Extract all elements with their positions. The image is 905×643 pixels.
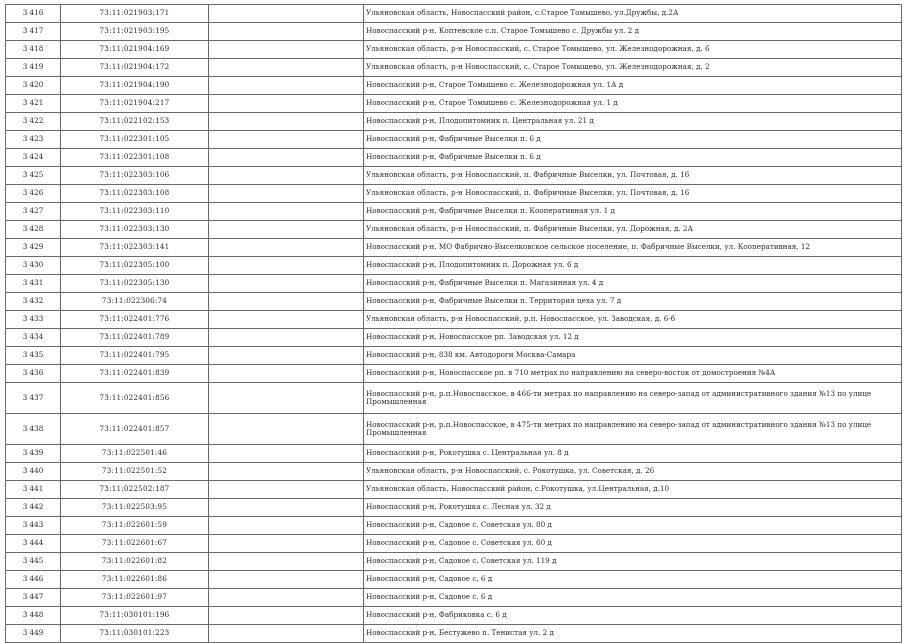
cadastral-number-cell: 73:11:022301:108 (61, 149, 209, 167)
address-cell: Новоспасский р-н, Плодопитомник п. Центральная ул. 21 д (364, 113, 902, 131)
empty-cell (209, 445, 364, 463)
address-cell: Ульяновская область, р-н Новоспасский, с. Старое Томышево, ул. Железнодорожная, д. 2 (364, 59, 902, 77)
table-row (6, 365, 902, 383)
cadastral-number-cell: 73:11:022303:106 (61, 167, 209, 185)
cadastral-number-cell: 73:11:022502:187 (61, 481, 209, 499)
row-number-cell: 3 448 (6, 607, 61, 625)
empty-cell (209, 589, 364, 607)
address-cell: Новоспасский р-н, Коптевское с.п. Старое Томышево с. Дружбы ул. 2 д (364, 23, 902, 41)
empty-cell (209, 41, 364, 59)
address-cell: Новоспасский р-н, Рокотушка с. Лесная ул. 32 д (364, 499, 902, 517)
cadastral-number-cell: 73:11:030101:223 (61, 625, 209, 643)
row-number-cell: 3 430 (6, 257, 61, 275)
table-row (6, 5, 902, 23)
address-cell: Новоспасский р-н, Старое Томышево с. Железнодорожная ул. 1 д (364, 95, 902, 113)
table-row (6, 41, 902, 59)
address-cell: Ульяновская область, Новоспасский район, с.Старое Томышево, ул.Дружбы, д.2А (364, 5, 902, 23)
table-row (6, 275, 902, 293)
cadastral-number-cell: 73:11:022501:52 (61, 463, 209, 481)
address-cell: Новоспасский р-н, 838 км. Автодороги Москва-Самара (364, 347, 902, 365)
row-number-cell: 3 436 (6, 365, 61, 383)
row-number-cell: 3 440 (6, 463, 61, 481)
row-number-cell: 3 438 (6, 414, 61, 445)
cadastral-number-cell: 73:11:021903:195 (61, 23, 209, 41)
cadastral-number-cell: 73:11:022303:141 (61, 239, 209, 257)
empty-cell (209, 481, 364, 499)
row-number-cell: 3 428 (6, 221, 61, 239)
table-row (6, 445, 902, 463)
address-cell: Новоспасский р-н, Фабричные Выселки п. Кооперативная ул. 1 д (364, 203, 902, 221)
empty-cell (209, 167, 364, 185)
empty-cell (209, 95, 364, 113)
cadastral-number-cell: 73:11:022601:82 (61, 553, 209, 571)
empty-cell (209, 535, 364, 553)
row-number-cell: 3 443 (6, 517, 61, 535)
row-number-cell: 3 426 (6, 185, 61, 203)
empty-cell (209, 113, 364, 131)
cadastral-number-cell: 73:11:022601:67 (61, 535, 209, 553)
address-cell: Новоспасский р-н, Бестужево п. Тенистая ул. 2 д (364, 625, 902, 643)
empty-cell (209, 221, 364, 239)
address-cell: Ульяновская область, р-н Новоспасский, с. Рокотушка, ул. Советская, д. 26 (364, 463, 902, 481)
cadastral-number-cell: 73:11:022401:857 (61, 414, 209, 445)
cadastral-number-cell: 73:11:022601:59 (61, 517, 209, 535)
cadastral-number-cell: 73:11:022401:789 (61, 329, 209, 347)
row-number-cell: 3 419 (6, 59, 61, 77)
table-row (6, 499, 902, 517)
row-number-cell: 3 437 (6, 383, 61, 414)
table-row (6, 571, 902, 589)
row-number-cell: 3 447 (6, 589, 61, 607)
address-cell: Новоспасский р-н, Садовое с. Советская ул. 80 д (364, 517, 902, 535)
row-number-cell: 3 434 (6, 329, 61, 347)
address-cell: Новоспасский р-н, Старое Томышево с. Железнодорожная ул. 1А д (364, 77, 902, 95)
table-row (6, 329, 902, 347)
table-row (6, 131, 902, 149)
row-number-cell: 3 417 (6, 23, 61, 41)
address-cell: Новоспасский р-н, Плодопитомник п. Дорожная ул. 6 д (364, 257, 902, 275)
empty-cell (209, 414, 364, 445)
row-number-cell: 3 416 (6, 5, 61, 23)
table-row (6, 185, 902, 203)
table-row (6, 203, 902, 221)
row-number-cell: 3 423 (6, 131, 61, 149)
table-row (6, 607, 902, 625)
address-cell: Ульяновская область, р-н Новоспасский, п. Фабричные Выселки, ул. Почтовая, д. 16 (364, 185, 902, 203)
address-cell: Новоспасский р-н, МО Фабрично-Выселковское сельское поселение, п. Фабричные Выселки, ул. Кооперативная, 12 (364, 239, 902, 257)
empty-cell (209, 347, 364, 365)
cadastral-number-cell: 73:11:030101:196 (61, 607, 209, 625)
row-number-cell: 3 444 (6, 535, 61, 553)
cadastral-number-cell: 73:11:022503:95 (61, 499, 209, 517)
cadastral-number-cell: 73:11:022303:110 (61, 203, 209, 221)
cadastral-number-cell: 73:11:022305:130 (61, 275, 209, 293)
cadastral-number-cell: 73:11:022303:130 (61, 221, 209, 239)
empty-cell (209, 571, 364, 589)
address-cell: Ульяновская область, р-н Новоспасский, п. Фабричные Выселки, ул. Почтовая, д. 16 (364, 167, 902, 185)
cadastral-number-cell: 73:11:022501:46 (61, 445, 209, 463)
table-row (6, 535, 902, 553)
empty-cell (209, 383, 364, 414)
empty-cell (209, 329, 364, 347)
address-cell: Ульяновская область, Новоспасский район, с.Рокотушка, ул.Центральная, д.10 (364, 481, 902, 499)
row-number-cell: 3 431 (6, 275, 61, 293)
row-number-cell: 3 425 (6, 167, 61, 185)
empty-cell (209, 239, 364, 257)
empty-cell (209, 275, 364, 293)
address-cell: Новоспасский р-н, Садовое с. Советская ул. 60 д (364, 535, 902, 553)
row-number-cell: 3 435 (6, 347, 61, 365)
table-row (6, 517, 902, 535)
cadastral-number-cell: 73:11:022401:839 (61, 365, 209, 383)
cadastral-number-cell: 73:11:022401:795 (61, 347, 209, 365)
address-cell: Новоспасский р-н, Фабричные Выселки п. Территория цеха ул. 7 д (364, 293, 902, 311)
address-cell: Новоспасский р-н, Новоспасское рп. в 710 метрах по направлению на северо-восток от домостроения №4А (364, 365, 902, 383)
table-row (6, 481, 902, 499)
row-number-cell: 3 424 (6, 149, 61, 167)
address-cell: Новоспасский р-н, Садовое с. 6 д (364, 589, 902, 607)
table-row (6, 414, 902, 445)
empty-cell (209, 311, 364, 329)
table-row (6, 221, 902, 239)
cadastral-number-cell: 73:11:022306:74 (61, 293, 209, 311)
row-number-cell: 3 427 (6, 203, 61, 221)
empty-cell (209, 5, 364, 23)
address-cell: Новоспасский р-н, Фабричные Выселки п. Магазинная ул. 4 д (364, 275, 902, 293)
table-body (6, 5, 902, 643)
table-row (6, 257, 902, 275)
address-cell: Новоспасский р-н, Фабричные Выселки п. 6 д (364, 131, 902, 149)
empty-cell (209, 365, 364, 383)
table-row (6, 383, 902, 414)
cadastral-number-cell: 73:11:022401:776 (61, 311, 209, 329)
table-row (6, 149, 902, 167)
empty-cell (209, 293, 364, 311)
table-row (6, 239, 902, 257)
address-cell: Новоспасский р-н, р.п.Новоспасское, в 475-ти метрах по направлению на северо-запад от административного здания №13 по улице Промышленная (364, 414, 902, 445)
table-row (6, 347, 902, 365)
table-row (6, 77, 902, 95)
empty-cell (209, 149, 364, 167)
row-number-cell: 3 421 (6, 95, 61, 113)
table-row (6, 95, 902, 113)
cadastral-number-cell: 73:11:021904:169 (61, 41, 209, 59)
row-number-cell: 3 422 (6, 113, 61, 131)
row-number-cell: 3 418 (6, 41, 61, 59)
empty-cell (209, 59, 364, 77)
address-cell: Новоспасский р-н, Фабриковка с. 6 д (364, 607, 902, 625)
row-number-cell: 3 442 (6, 499, 61, 517)
cadastral-number-cell: 73:11:021904:217 (61, 95, 209, 113)
table-row (6, 553, 902, 571)
row-number-cell: 3 420 (6, 77, 61, 95)
table-row (6, 589, 902, 607)
empty-cell (209, 499, 364, 517)
empty-cell (209, 257, 364, 275)
cadastral-number-cell: 73:11:022601:97 (61, 589, 209, 607)
address-cell: Новоспасский р-н, Садовое с. 6 д (364, 571, 902, 589)
empty-cell (209, 131, 364, 149)
table-row (6, 167, 902, 185)
cadastral-number-cell: 73:11:021904:172 (61, 59, 209, 77)
cadastral-number-cell: 73:11:022305:100 (61, 257, 209, 275)
table-row (6, 59, 902, 77)
cadastral-number-cell: 73:11:021903:171 (61, 5, 209, 23)
row-number-cell: 3 433 (6, 311, 61, 329)
empty-cell (209, 517, 364, 535)
address-cell: Новоспасский р-н, Садовое с. Советская ул. 119 д (364, 553, 902, 571)
table-row (6, 463, 902, 481)
row-number-cell: 3 432 (6, 293, 61, 311)
row-number-cell: 3 441 (6, 481, 61, 499)
cadastral-number-cell: 73:11:022601:86 (61, 571, 209, 589)
empty-cell (209, 77, 364, 95)
row-number-cell: 3 429 (6, 239, 61, 257)
empty-cell (209, 23, 364, 41)
empty-cell (209, 185, 364, 203)
cadastral-number-cell: 73:11:022102:153 (61, 113, 209, 131)
table-row (6, 293, 902, 311)
empty-cell (209, 203, 364, 221)
row-number-cell: 3 446 (6, 571, 61, 589)
empty-cell (209, 463, 364, 481)
cadastral-number-cell: 73:11:021904:190 (61, 77, 209, 95)
cadastral-number-cell: 73:11:022301:105 (61, 131, 209, 149)
row-number-cell: 3 445 (6, 553, 61, 571)
address-register-table (5, 4, 902, 643)
row-number-cell: 3 439 (6, 445, 61, 463)
row-number-cell: 3 449 (6, 625, 61, 643)
cadastral-number-cell: 73:11:022401:856 (61, 383, 209, 414)
cadastral-number-cell: 73:11:022303:108 (61, 185, 209, 203)
table-row (6, 23, 902, 41)
address-cell: Новоспасский р-н, Фабричные Выселки п. 6 д (364, 149, 902, 167)
address-cell: Новоспасский р-н, Новоспасское рп. Заводская ул. 12 д (364, 329, 902, 347)
address-cell: Новоспасский р-н, Рокотушка с. Центральная ул. 8 д (364, 445, 902, 463)
address-cell: Ульяновская область, р-н Новоспасский, р.п. Новоспасское, ул. Заводская, д. 6-б (364, 311, 902, 329)
address-cell: Ульяновская область, р-н Новоспасский, с. Старое Томышево, ул. Железнодорожная, д. 6 (364, 41, 902, 59)
empty-cell (209, 607, 364, 625)
table-row (6, 311, 902, 329)
address-cell: Новоспасский р-н, р.п.Новоспасское, в 466-ти метрах по направлению на северо-запад от административного здания №13 по улице Промышленная (364, 383, 902, 414)
address-cell: Ульяновская область, р-н Новоспасский, п. Фабричные Выселки, ул. Дорожная, д. 2А (364, 221, 902, 239)
table-row (6, 113, 902, 131)
empty-cell (209, 553, 364, 571)
